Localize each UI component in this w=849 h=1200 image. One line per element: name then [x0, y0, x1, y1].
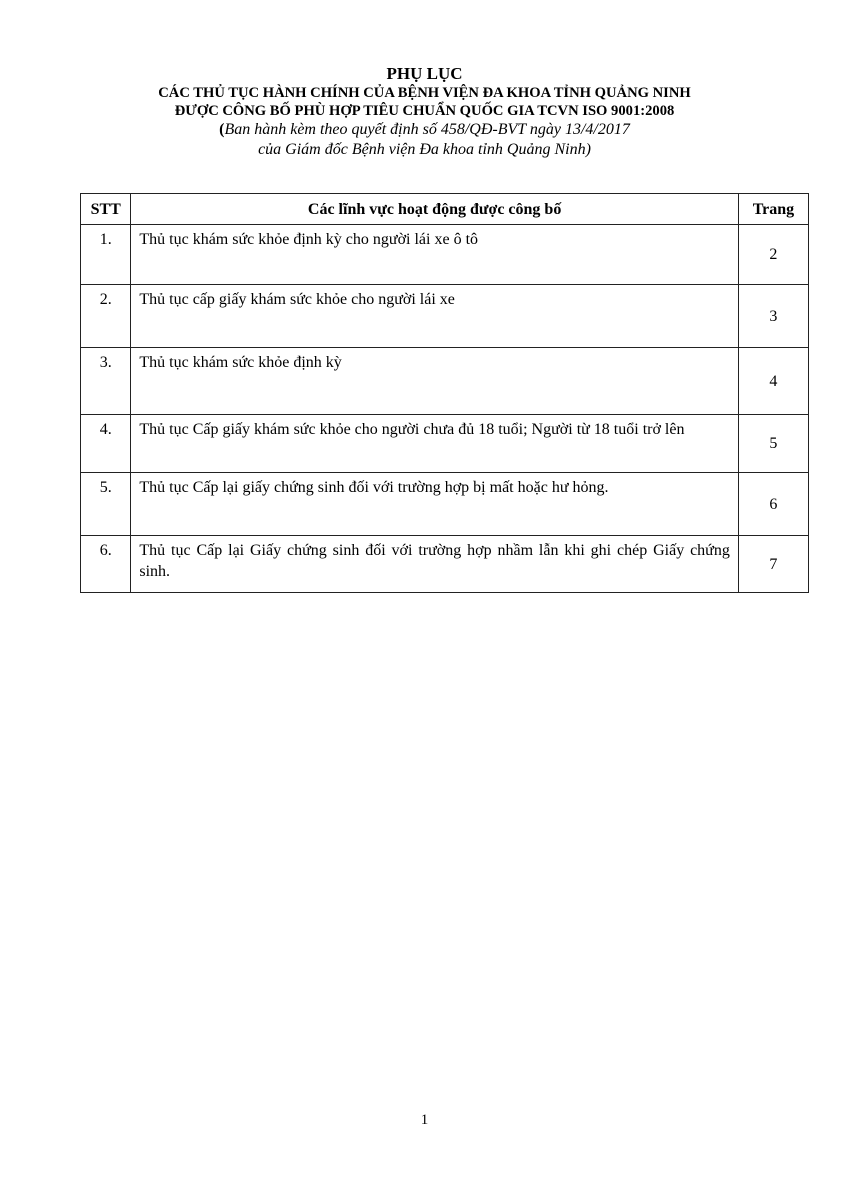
decision-line-2: [0, 140, 849, 160]
table-row: [81, 348, 809, 415]
header-page: Trang: [738, 194, 808, 225]
decision-open-paren: (: [219, 121, 225, 138]
document-header: [0, 64, 849, 160]
row-name: Thủ tục Cấp lại giấy chứng sinh đối với trường hợp bị mất hoặc hư hỏng.: [131, 473, 738, 536]
row-stt: 4.: [81, 415, 131, 473]
decision-line-1: [0, 120, 849, 140]
table-header-row: [81, 194, 809, 225]
row-page: 3: [738, 285, 808, 348]
row-stt: 6.: [81, 536, 131, 593]
table-row: [81, 285, 809, 348]
row-page: 7: [738, 536, 808, 593]
decision-text-1: Ban hành kèm theo quyết định số 458/QĐ-BVT ngày 13/4/2017: [224, 121, 630, 138]
row-name: Thủ tục Cấp lại Giấy chứng sinh đối với trường hợp nhầm lẫn khi ghi chép Giấy chứng sinh.: [131, 536, 738, 593]
table-row: [81, 473, 809, 536]
page-title: PHỤ LỤC: [386, 64, 463, 83]
row-name: Thủ tục cấp giấy khám sức khỏe cho người lái xe: [131, 285, 738, 348]
header-stt: STT: [81, 194, 131, 225]
subtitle-line-2: ĐƯỢC CÔNG BỐ PHÙ HỢP TIÊU CHUẨN QUỐC GIA TCVN ISO 9001:2008: [174, 103, 675, 119]
row-page: 5: [738, 415, 808, 473]
row-name: Thủ tục khám sức khỏe định kỳ cho người lái xe ô tô: [131, 225, 738, 285]
row-name: Thủ tục khám sức khỏe định kỳ: [131, 348, 738, 415]
row-page: 4: [738, 348, 808, 415]
row-stt: 1.: [81, 225, 131, 285]
row-page: 6: [738, 473, 808, 536]
procedures-table: [80, 193, 809, 593]
table-row: [81, 536, 809, 593]
header-field: Các lĩnh vực hoạt động được công bố: [131, 194, 738, 225]
row-stt: 3.: [81, 348, 131, 415]
row-stt: 5.: [81, 473, 131, 536]
row-name: Thủ tục Cấp giấy khám sức khỏe cho người chưa đủ 18 tuổi; Người từ 18 tuổi trở lên: [131, 415, 738, 473]
decision-text-2: của Giám đốc Bệnh viện Đa khoa tỉnh Quảng Ninh): [258, 141, 591, 158]
page-number: 1: [420, 1112, 429, 1128]
row-page: 2: [738, 225, 808, 285]
row-stt: 2.: [81, 285, 131, 348]
table-row: [81, 225, 809, 285]
subtitle-line-1: CÁC THỦ TỤC HÀNH CHÍNH CỦA BỆNH VIỆN ĐA KHOA TỈNH QUẢNG NINH: [158, 85, 691, 101]
table-row: [81, 415, 809, 473]
